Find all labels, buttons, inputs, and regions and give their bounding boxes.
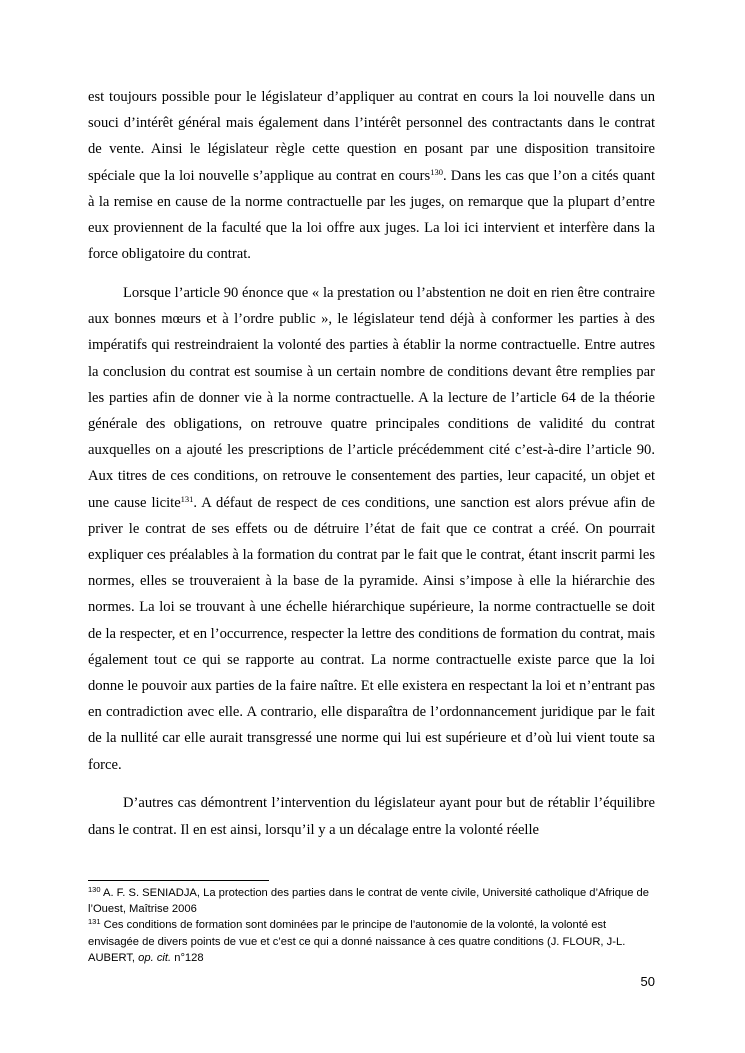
footnote-130 [88,885,655,917]
footnote-number-130: 130 [88,885,101,894]
footnotes [88,885,655,966]
footnote-131-italic: op. cit. [138,951,172,964]
footnote-ref-130: 130 [430,166,443,177]
paragraph-3 [88,790,655,842]
footnote-130-text: A. F. S. SENIADJA, La protection des parties dans le contrat de vente civile, Université catholique d’Afrique de l’Ouest, Maîtrise 2006 [88,887,649,916]
paragraph-2 [88,280,655,778]
paragraph-1-text-a: est toujours possible pour le législateur d’appliquer au contrat en cours la loi nouvelle dans un souci d’intérêt général mais également dans l’intérêt personnel des contractants dans le contrat de vente. Ainsi le législateur règle cette question en posant par une disposition transitoire spéciale que la loi nouvelle s’applique au contrat en cours [88,89,655,184]
body-text [88,84,655,855]
footnote-131-tail: n°128 [171,951,204,964]
paragraph-3-text: D’autres cas démontrent l’intervention du législateur ayant pour but de rétablir l’équilibre dans le contrat. Il en est ainsi, lorsqu’il y a un décalage entre la volonté réelle [88,795,655,838]
page-number: 50 [640,974,655,989]
footnote-separator [88,880,269,881]
footnote-131-text: Ces conditions de formation sont dominées par le principe de l’autonomie de la volonté, la volonté est envisagée de divers points de vue et c’est ce qui a donné naissance à ces quatre conditions (J. FLOUR, J-L. AUBERT, [88,919,626,964]
footnote-ref-131: 131 [180,493,194,504]
paragraph-2-text-a: Lorsque l’article 90 énonce que « la prestation ou l’abstention ne doit en rien être contraire aux bonnes mœurs et à l’ordre public », le législateur tend déjà à conformer les parties à des impératifs qui restreindraient la volonté des parties à établir la norme contractuelle. Entre autres la conclusion du contrat est soumise à un certain nombre de conditions devant être remplies par les parties afin de donner vie à la norme contractuelle. A la lecture de l’article 64 de la théorie générale des obligations, on retrouve quatre principales conditions de validité du contrat auxquelles on a ajouté les prescriptions de l’article précédemment cité c’est-à-dire l’article 90. Aux titres de ces conditions, on retrouve le consentement des parties, leur capacité, un objet et une cause licite [88,285,655,511]
paragraph-1-text-b: . Dans les cas que l’on a cités quant à la remise en cause de la norme contractuelle par les juges, on remarque que la plupart d’entre eux proviennent de la faculté que la loi offre aux juges. La loi ici intervient et interfère dans la force obligatoire du contrat. [88,167,655,263]
paragraph-2-text-b: . A défaut de respect de ces conditions, une sanction est alors prévue afin de priver le contrat de ses effets ou de détruire l’état de fait que ce contrat a créé. On pourrait expliquer ces préalables à la formation du contrat par le fait que le contrat, étant inscrit parmi les normes, elles se trouveraient à la base de la pyramide. Ainsi s’impose à elle la hiérarchie des normes. La loi se trouvant à une échelle hiérarchique supérieure, la norme contractuelle se doit de la respecter, et en l’occurrence, respecter la lettre des conditions de formation du contrat, mais également tout ce qui se rapporte au contrat. La norme contractuelle existe parce que la loi donne le pouvoir aux parties de la faire naître. Et elle existera en respectant la loi et n’entrant pas en contradiction avec elle. A contrario, elle disparaîtra de l’ordonnancement juridique par le fait de la nullité car elle aurait transgressé une norme qui lui est supérieure et d’où lui vient toute sa force. [88,494,655,773]
paragraph-1 [88,84,655,267]
footnote-131 [88,917,655,966]
footnote-number-131: 131 [88,917,101,927]
